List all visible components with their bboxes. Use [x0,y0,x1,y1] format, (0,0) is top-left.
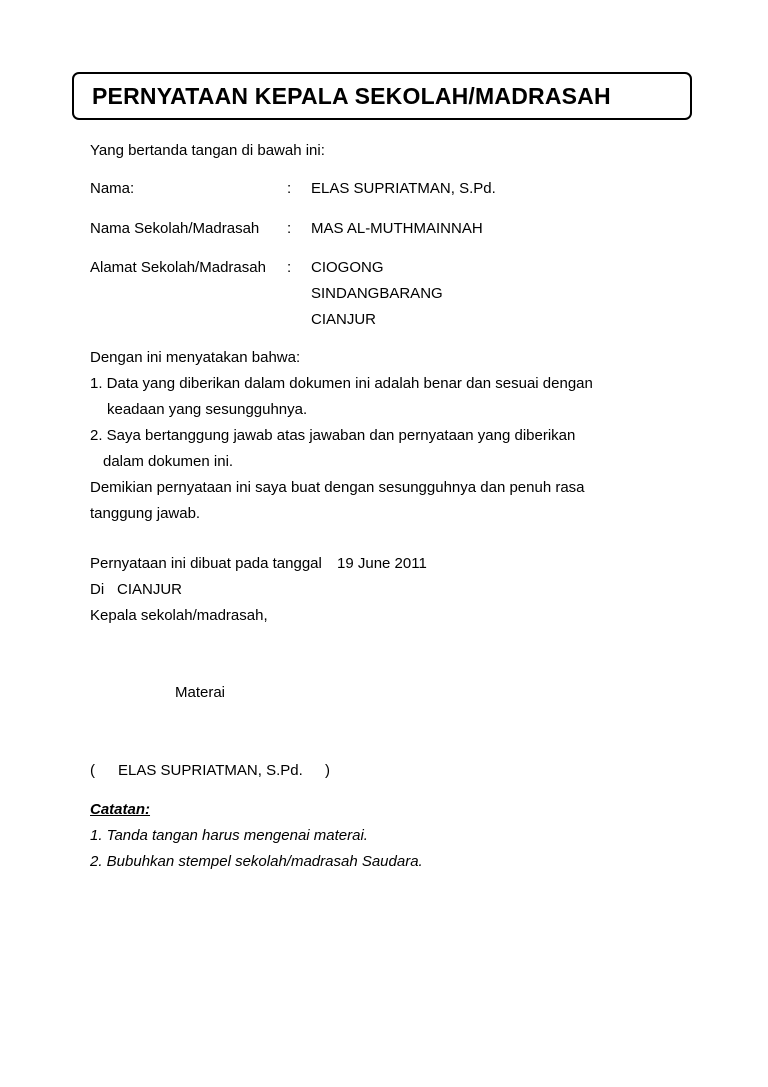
note-item-1: 1. Tanda tangan harus mengenai materai. [90,827,368,844]
statement-item-2-line-1: 2. Saya bertanggung jawab atas jawaban dan pernyataan yang diberikan [90,427,576,444]
role-text: Kepala sekolah/madrasah, [90,607,268,624]
address-line-1: CIOGONG [311,259,384,276]
signature-name: ELAS SUPRIATMAN, S.Pd. [118,762,303,779]
closing-line-1: Demikian pernyataan ini saya buat dengan sesungguhnya dan penuh rasa [90,479,585,496]
intro-text: Yang bertanda tangan di bawah ini: [90,142,325,159]
address-colon: : [287,259,292,276]
statement-item-2-line-2: dalam dokumen ini. [103,453,234,470]
statement-item-1-line-1: 1. Data yang diberikan dalam dokumen ini adalah benar dan sesuai dengan [90,375,593,392]
notes-heading: Catatan: [90,801,151,818]
place-label: Di [90,581,105,598]
signature-close-paren: ) [325,762,330,779]
school-colon: : [287,220,292,237]
statement-lead: Dengan ini menyatakan bahwa: [90,349,301,366]
statement-item-1-line-2: keadaan yang sesungguhnya. [107,401,308,418]
address-label: Alamat Sekolah/Madrasah [90,259,266,276]
date-label: Pernyataan ini dibuat pada tanggal [90,555,322,572]
place-value: CIANJUR [117,581,183,598]
page-title: PERNYATAAN KEPALA SEKOLAH/MADRASAH [92,83,611,109]
name-label: Nama: [90,180,135,197]
title-box [72,72,692,120]
signature-open-paren: ( [90,762,95,779]
name-value: ELAS SUPRIATMAN, S.Pd. [311,180,496,197]
address-line-2: SINDANGBARANG [311,285,443,302]
name-colon: : [287,180,292,197]
note-item-2: 2. Bubuhkan stempel sekolah/madrasah Saudara. [90,853,423,870]
closing-line-2: tanggung jawab. [90,505,201,522]
stamp-label: Materai [175,684,226,701]
school-label: Nama Sekolah/Madrasah [90,220,260,237]
address-line-3: CIANJUR [311,311,377,328]
date-value: 19 June 2011 [337,555,427,572]
school-value: MAS AL-MUTHMAINNAH [311,220,483,237]
